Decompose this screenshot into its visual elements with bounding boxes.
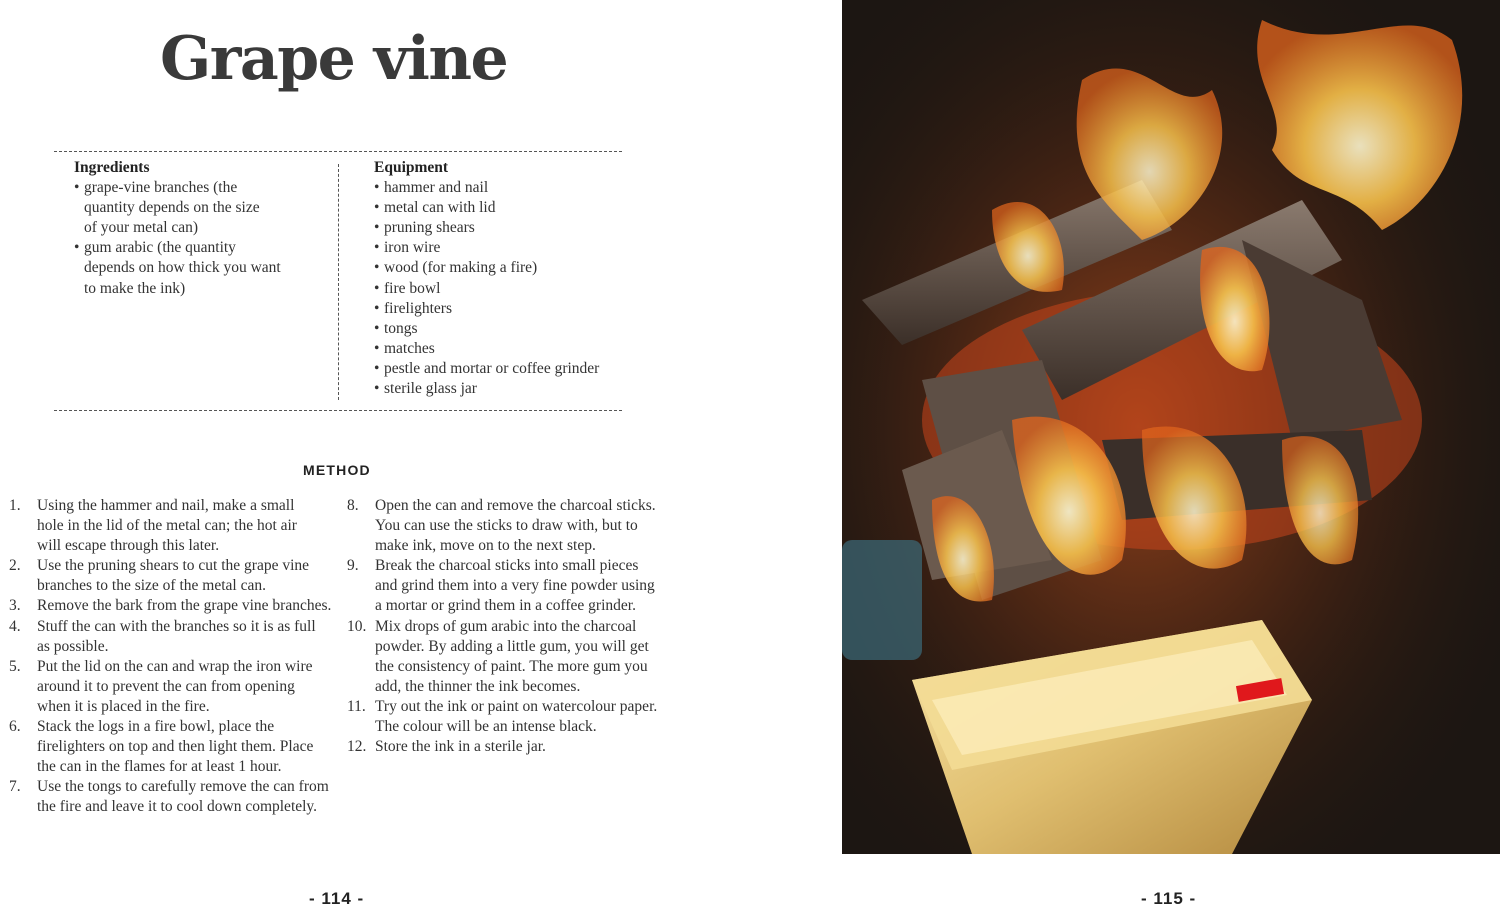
line-text: and grind them into a very fine powder using (375, 577, 655, 595)
equipment-text: pruning shears (384, 219, 475, 237)
equipment-text: pestle and mortar or coffee grinder (384, 359, 600, 377)
line-text: branches to the size of the metal can. (37, 577, 266, 595)
line-text: Stack the logs in a fire bowl, place the (37, 718, 275, 736)
step-number: 10. (347, 617, 367, 635)
equipment-text: wood (for making a fire) (384, 259, 538, 277)
line-text: around it to prevent the can from opening (37, 677, 295, 695)
blue-object (842, 540, 922, 660)
bullet-icon: • (74, 239, 80, 257)
equipment-item (374, 279, 634, 299)
step-number: 8. (347, 497, 359, 514)
campfire-illustration (842, 0, 1500, 854)
method-step (347, 496, 663, 556)
line-text: depends on how thick you want (84, 259, 281, 277)
line-text: Try out the ink or paint on watercolour paper. (375, 697, 658, 715)
equipment-item (374, 238, 634, 258)
method-step (9, 496, 335, 556)
line-text: the consistency of paint. The more gum you (375, 657, 648, 675)
recipe-title: Grape vine (160, 24, 508, 94)
line-text: powder. By adding a little gum, you will get (375, 637, 649, 655)
line-text: grape-vine branches (the (84, 179, 238, 197)
step-number: 9. (347, 557, 359, 575)
line-text: Remove the bark from the grape vine branches. (37, 597, 332, 615)
line-text: add, the thinner the ink becomes. (375, 677, 581, 695)
equipment-text: hammer and nail (384, 179, 489, 197)
equipment-item (374, 359, 634, 379)
equipment-text: firelighters (384, 299, 453, 317)
line-text: Use the tongs to carefully remove the can from (37, 778, 329, 796)
line-text: the fire and leave it to cool down completely. (37, 798, 318, 816)
equipment-text: metal can with lid (384, 199, 496, 217)
ingredients-section (74, 158, 324, 299)
bullet-icon: • (374, 339, 380, 357)
equipment-item (374, 258, 634, 278)
equipment-item (374, 299, 634, 319)
campfire-photo (842, 0, 1500, 854)
equipment-item (374, 379, 634, 399)
method-step (347, 697, 663, 737)
bullet-icon: • (74, 179, 80, 197)
method-step (347, 556, 663, 616)
equipment-text: fire bowl (384, 279, 441, 297)
box-top-rule (54, 151, 622, 152)
method-step (9, 717, 335, 777)
step-number: 6. (9, 718, 21, 736)
method-step (9, 596, 335, 616)
line-text: gum arabic (the quantity (84, 239, 236, 257)
equipment-item (374, 198, 634, 218)
bullet-icon: • (374, 380, 380, 398)
line-text: as possible. (37, 637, 109, 655)
equipment-list (374, 178, 634, 399)
ingredient-item (74, 238, 324, 298)
step-number: 12. (347, 738, 367, 756)
step-number: 1. (9, 497, 21, 514)
method-step (9, 617, 335, 657)
equipment-text: sterile glass jar (384, 380, 477, 398)
equipment-text: iron wire (384, 239, 441, 257)
bullet-icon: • (374, 359, 380, 377)
method-step (9, 777, 335, 817)
ingredient-item (74, 178, 324, 238)
line-text: the can in the flames for at least 1 hour. (37, 758, 282, 776)
page-number-left: - 114 - (309, 889, 365, 908)
bullet-icon: • (374, 239, 380, 257)
line-text: Store the ink in a sterile jar. (375, 738, 546, 756)
line-text: make ink, move on to the next step. (375, 537, 596, 555)
line-text: Put the lid on the can and wrap the iron wire (37, 657, 313, 675)
step-number: 2. (9, 557, 21, 575)
equipment-heading: Equipment (374, 159, 449, 176)
line-text: The colour will be an intense black. (375, 718, 597, 736)
method-step (9, 657, 335, 717)
step-number: 5. (9, 657, 21, 675)
method-step (347, 617, 663, 697)
box-bottom-rule (54, 410, 622, 411)
equipment-text: tongs (384, 319, 418, 337)
step-number: 11. (347, 697, 366, 715)
line-text: to make the ink) (84, 279, 186, 297)
line-text: of your metal can) (84, 219, 199, 237)
method-steps-left (9, 496, 335, 818)
bullet-icon: • (374, 179, 380, 197)
method-step (9, 556, 335, 596)
line-text: Open the can and remove the charcoal sticks. (375, 497, 656, 514)
line-text: Break the charcoal sticks into small pieces (375, 557, 639, 575)
bullet-icon: • (374, 259, 380, 277)
bullet-icon: • (374, 299, 380, 317)
equipment-section (374, 158, 634, 399)
line-text: Using the hammer and nail, make a small (37, 497, 295, 514)
equipment-item (374, 319, 634, 339)
equipment-item (374, 178, 634, 198)
line-text: when it is placed in the fire. (37, 697, 210, 715)
line-text: a mortar or grind them in a coffee grinder. (375, 597, 636, 615)
bullet-icon: • (374, 279, 380, 297)
line-text: You can use the sticks to draw with, but to (375, 517, 638, 535)
equipment-item (374, 218, 634, 238)
line-text: Use the pruning shears to cut the grape vine (37, 557, 310, 575)
step-number: 7. (9, 778, 21, 796)
box-column-divider (338, 164, 339, 400)
line-text: firelighters on top and then light them. Place (37, 738, 314, 756)
line-text: will escape through this later. (37, 537, 220, 555)
ingredients-heading: Ingredients (74, 159, 150, 176)
equipment-text: matches (384, 339, 435, 357)
bullet-icon: • (374, 219, 380, 237)
line-text: quantity depends on the size (84, 199, 260, 217)
step-number: 4. (9, 617, 21, 635)
method-steps-right (347, 496, 663, 757)
line-text: Stuff the can with the branches so it is as full (37, 617, 316, 635)
bullet-icon: • (374, 199, 380, 217)
step-number: 3. (9, 597, 21, 615)
line-text: hole in the lid of the metal can; the hot air (37, 517, 297, 535)
method-step (347, 737, 663, 757)
bullet-icon: • (374, 319, 380, 337)
equipment-item (374, 339, 634, 359)
ingredients-list (74, 178, 324, 299)
line-text: Mix drops of gum arabic into the charcoal (375, 617, 637, 635)
method-heading: METHOD (303, 462, 371, 478)
page-number-right: - 115 - (1141, 889, 1197, 908)
